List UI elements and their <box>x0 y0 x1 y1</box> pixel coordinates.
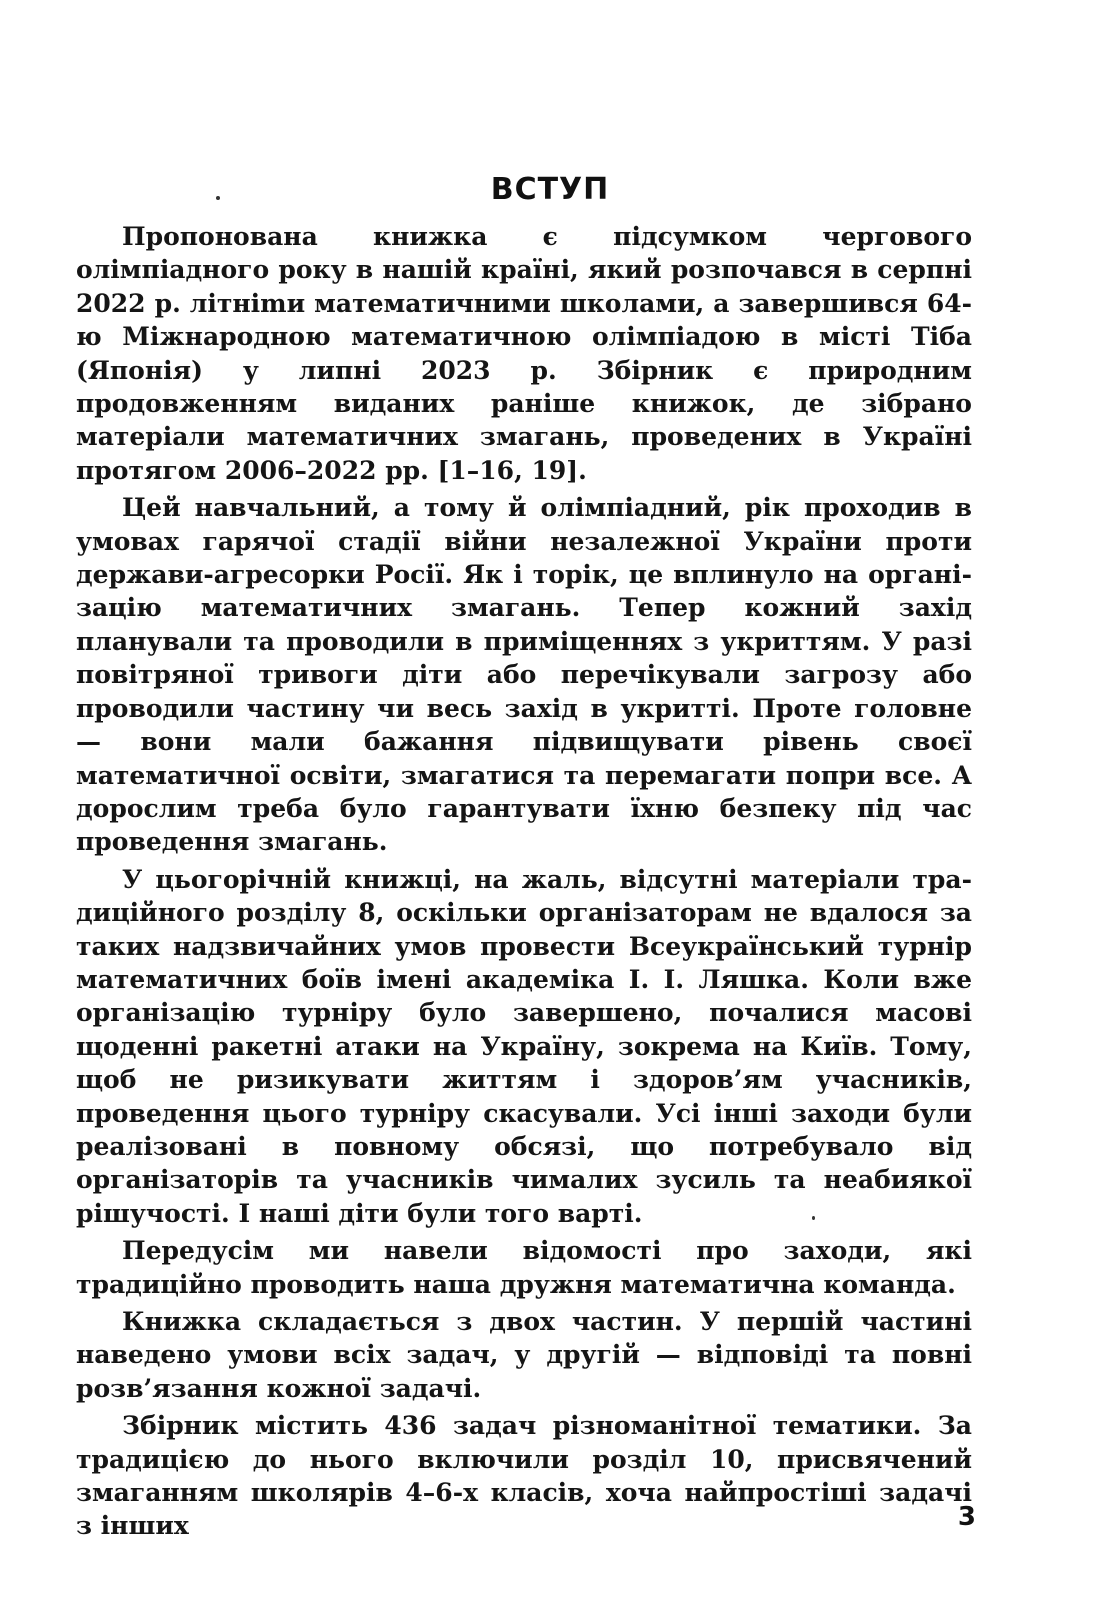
body-text <box>76 220 972 1547</box>
paragraph: Передусім ми навели відомості про заходи, які традиційно проводить наша дружня математична команда. <box>76 1236 972 1299</box>
section-title: ВСТУП <box>490 172 610 207</box>
paragraph: Пропонована книжка є підсумком чергового олімпіадного року в нашій країні, який розпочався в серпні 2022 р. літніmи математичними школами, а завершився 64-ю Міжнародною математичною олімпіадою в місті Тіба (Японія) у липні 2023 р. Збірник є природним продовженням виданих раніше книжок, де зібрано матеріали математичних змагань, проведених в Україні протягом 2006–2022 рр. [1–16, 19]. <box>76 222 972 485</box>
paragraph: Цей навчальний, а тому й олімпіадний, рік проходив в умовах гарячої стадії війни незалежної України проти держави-агресорки Росії. Як і торік, це вплинуло на організацію математичних змагань. Тепер кожний захід планували та проводили в приміщеннях з укриттям. У разі повітряної тривоги діти або перечікували загрозу або проводили частину чи весь захід в укритті. Проте головне — вони мали бажання підвищувати рівень своєї математичної освіти, змагатися та перемагати попри все. А дорослим треба було гарантувати їхню безпеку під час проведення змагань. <box>76 493 972 857</box>
paragraph: Збірник містить 436 задач різноманітної тематики. За традицією до нього включили розділ 10, присвячений змаганням школярів 4–6-х класів, хоча найпростіші задачі з інших <box>76 1411 972 1541</box>
page-number: 3 <box>957 1502 976 1532</box>
paragraph: Книжка складається з двох частин. У першій частині наведено умови всіх задач, у другій — відповіді та повні розв’язання кожної задачі. <box>76 1307 972 1403</box>
paragraph: У цьогорічній книжці, на жаль, відсутні матеріали традиційного розділу 8, оскільки організаторам не вдалося за таких надзвичайних умов провести Всеукраїнський турнір математичних боїв імені академіка І. І. Ляшка. Коли вже організацію турніру було завершено, почалися масові щоденні ракетні атаки на Україну, зокрема на Київ. Тому, щоб не ризикувати життям і здоров’ям учасників, проведення цього турніру скасували. Усі інші заходи були реалізовані в повному обсязі, що потребувало від організаторів та учасників чималих зусиль та неабиякої рішучості. І наші діти були того варті. <box>76 864 972 1228</box>
